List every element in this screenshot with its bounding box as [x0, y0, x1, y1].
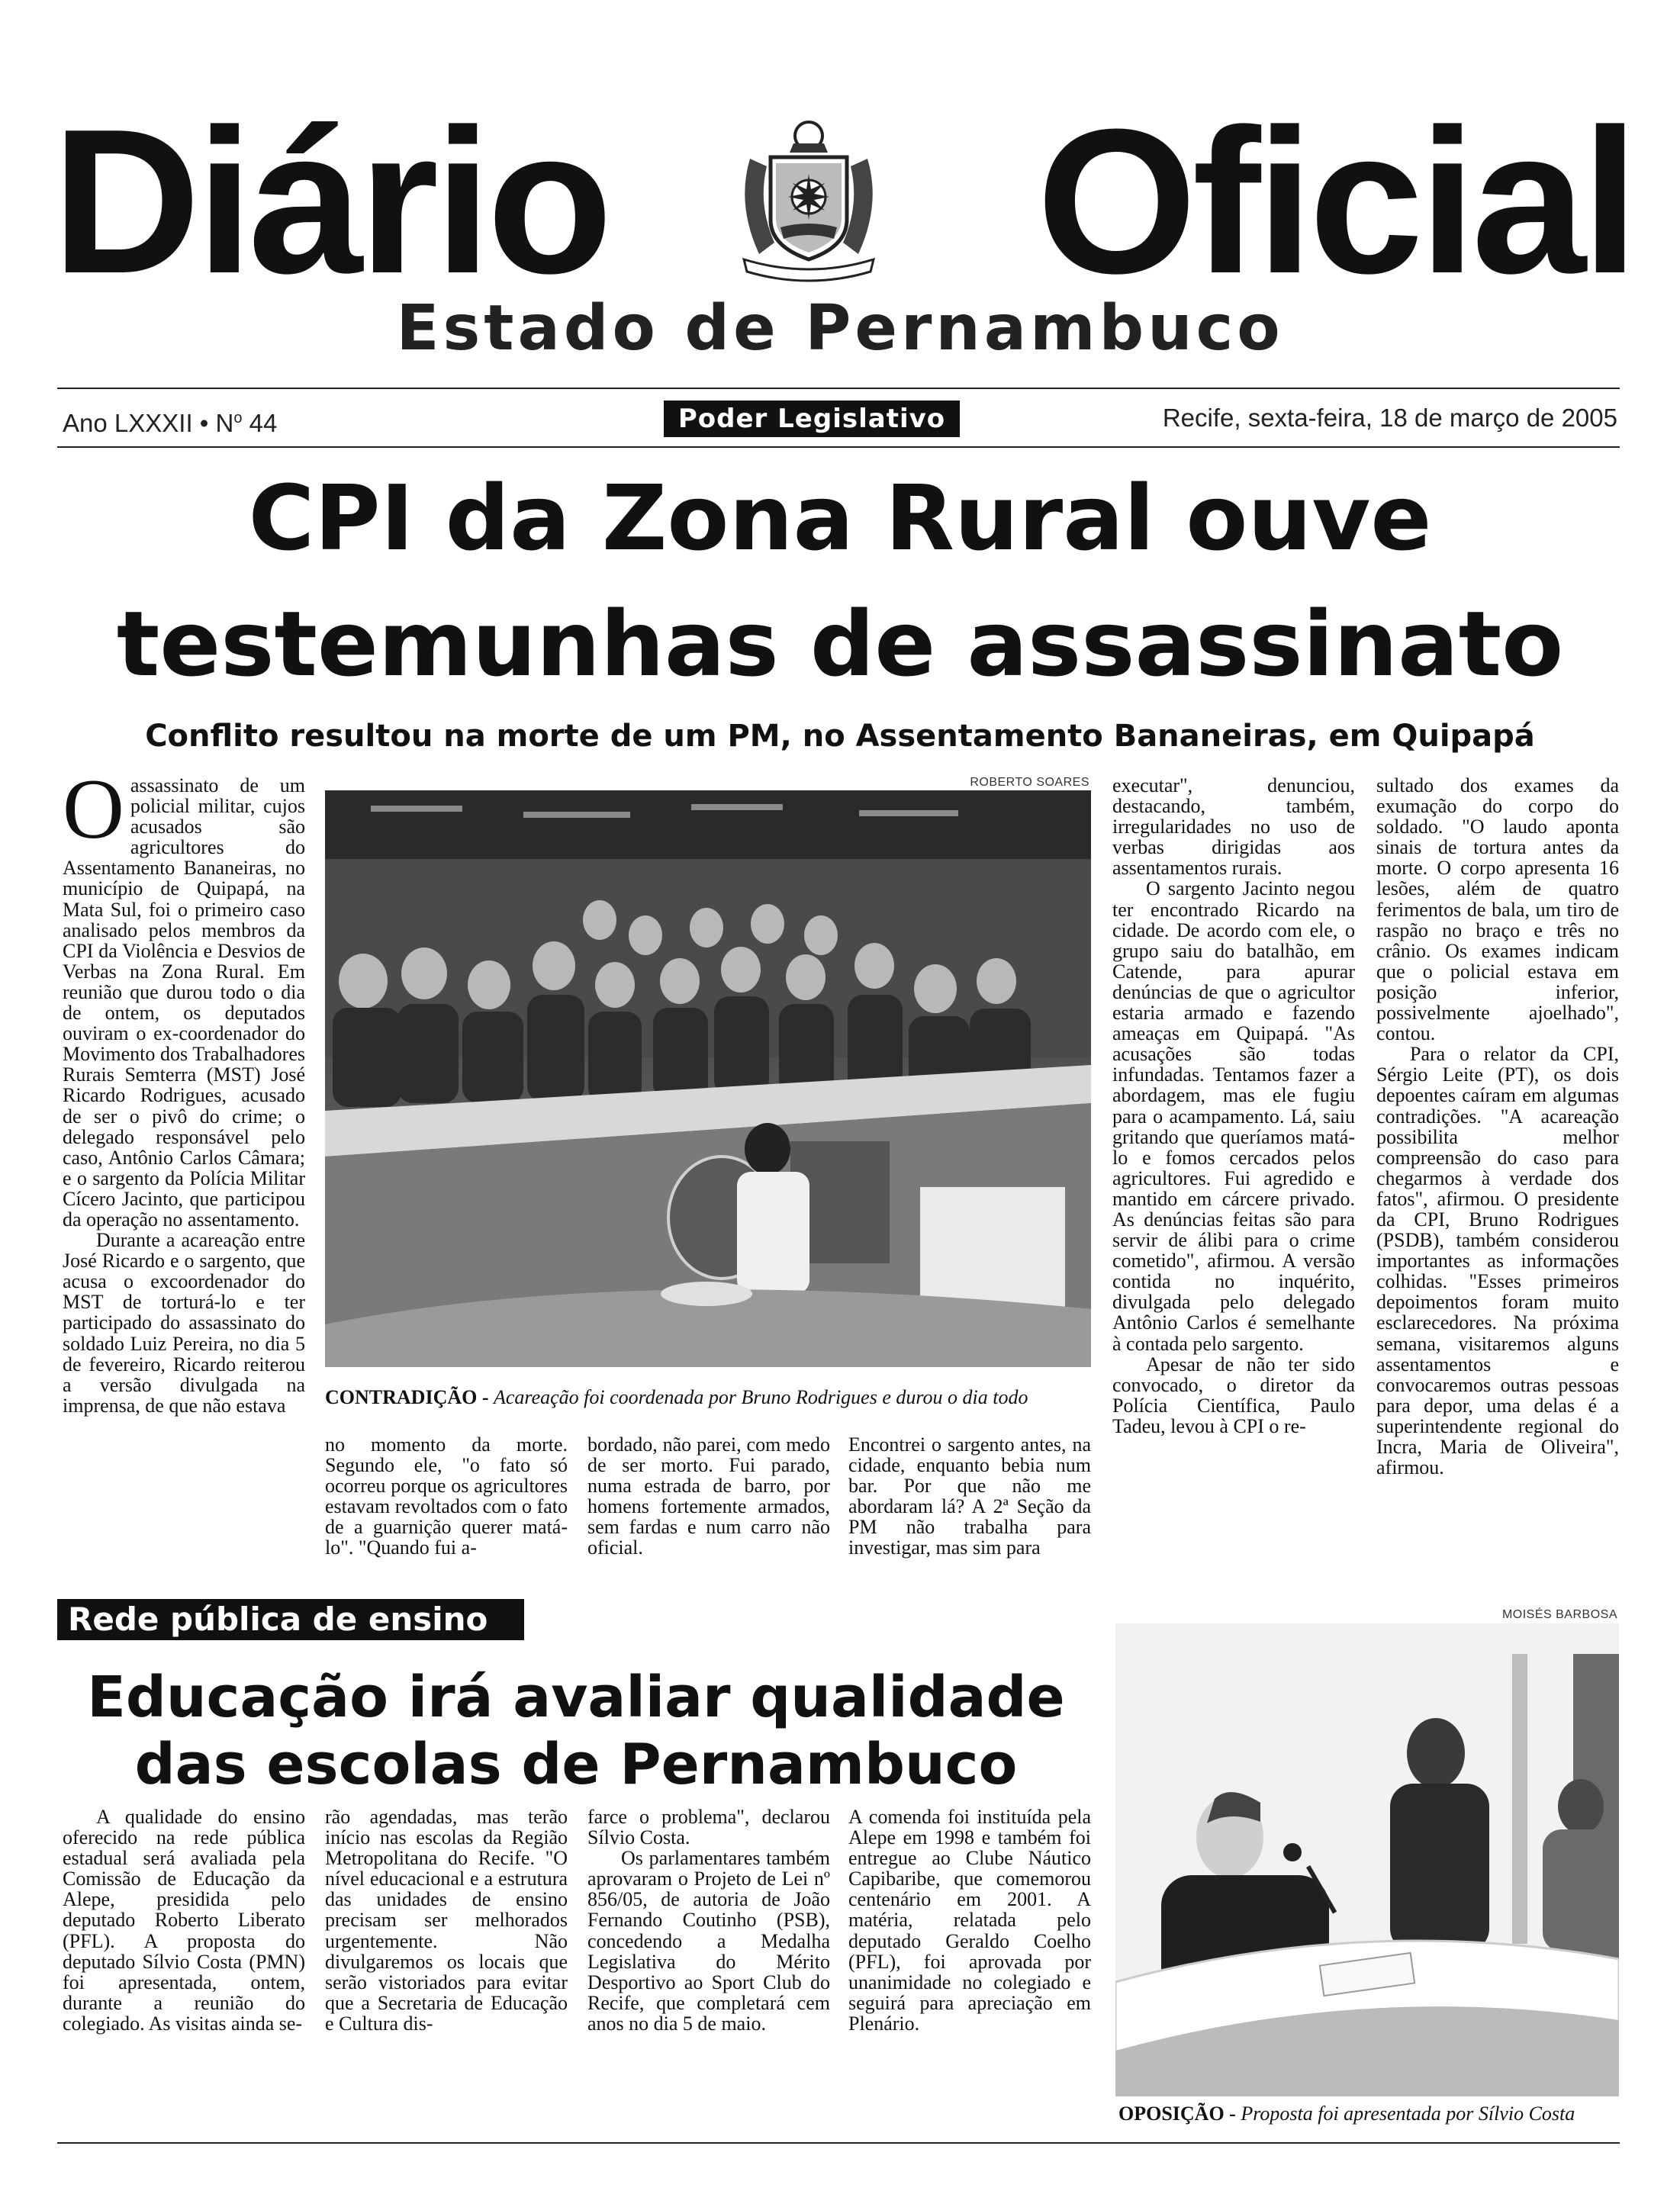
lead-headline-line-2: testemunhas de assassinato [116, 591, 1564, 697]
masthead-title-right: Oficial [1036, 87, 1634, 317]
second-column-1: A qualidade do ensino oferecido na rede pública estadual será avaliada pela Comissão de Educação da Alepe, presidida pelo deputado Roberto Liberato (PFL). A proposta do deputado Sílvio Costa (PMN) foi apresentada, ontem, durante a reunião do colegiado. As visitas ainda se- [63, 1807, 305, 2035]
second-photo [1115, 1623, 1619, 2096]
lead-column-3: bordado, não parei, com medo de ser morto. Fui parado, numa estrada de barro, por homens fortemente armados, sem fardas e num carro não oficial. [587, 1434, 830, 1559]
lead-column-5: executar", denunciou, destacando, também, irregularidades no uso de verbas dirigidas aos assentamentos rurais. O sargento Jacinto negou ter encontrado Ricardo na cidade. De acordo com ele, o grupo saiu do batalhão, em Catende, para apurar denúncias de que o agricultor estaria armado e fazendo ameaças em Quipapá. "As acusações são todas infundadas. Tentamos fazer a abordagem, mas ele fugiu para o acampamento. Lá, saiu gritando que queríamos matá-lo e fomos cercados pelos agricultores. Fui agredido e mantido em cárcere privado. As denúncias feitas são para servir de álibi para o crime cometido", afirmou. A versão contida no inquérito, divulgada pelo delegado Antônio Carlos é semelhante à contada pelo sargento. Apesar de não ter sido convocado, o diretor da Polícia Científica, Paulo Tadeu, levou à CPI o re- [1112, 775, 1355, 1437]
divider [57, 2142, 1620, 2144]
lead-photo [325, 790, 1091, 1367]
lead-column-6: sultado dos exames da exumação do corpo do soldado. "O laudo aponta sinais de tortura antes da morte. O corpo apresenta 16 lesões, além de quatro ferimentos de bala, um tiro de raspão no braço e três no crânio. Os exames indicam que o policial estava em posição inferior, possivelmente ajoelhado", contou. Para o relator da CPI, Sérgio Leite (PT), os dois depoentes caíram em algumas contradições. "A acareação possibilita melhor compreensão do caso para chegarmos à verdade dos fatos", afirmou. O presidente da CPI, Bruno Rodrigues (PSDB), também considerou importantes as informações colhidas. "Esses primeiros depoimentos foram muito esclarecedores. Na próxima semana, visitaremos alguns assentamentos e convocaremos outras pessoas para depor, uma delas é a superintendente regional do Incra, Maria de Oliveira", afirmou. [1376, 775, 1619, 1479]
edition-info: Ano LXXXII • $N^o$ 44 [63, 409, 278, 437]
second-headline-line-1: Educação irá avaliar qualidade [87, 1665, 1065, 1730]
lead-deck: Conflito resultou na morte de um PM, no Assentamento Bananeiras, em Quipapá [145, 719, 1535, 754]
lead-column-1: Oassassinato de um policial militar, cujos acusados são agricultores do Assentamento Bananeiras, no município de Quipapá, na Mata Sul, foi o primeiro caso analisado pelos membros da CPI da Violência e Desvios de Verbas na Zona Rural. Em reunião que durou todo o dia de ontem, os deputados ouviram o ex-coordenador do Movimento dos Trabalhadores Rurais Semterra (MST) José Ricardo Rodrigues, acusado de ser o pivô do crime; o delegado responsável pelo caso, Antônio Carlos Câmara; e o sargento da Polícia Militar Cícero Jacinto, que participou da operação no assentamento. Durante a acareação entre José Ricardo e o sargento, que acusa o excoordenador do MST de torturá-lo e ter participado do assassinato do soldado Luiz Pereira, no dia 5 de fevereiro, Ricardo reiterou a versão divulgada na imprensa, de que não estava [63, 775, 305, 1417]
lead-column-4: Encontrei o sargento antes, na cidade, enquanto bebia num bar. Por que não me abordaram lá? A 2ª Seção da PM não trabalha para investigar, mas sim para [848, 1434, 1091, 1559]
state-coat-of-arms-icon [729, 113, 889, 287]
lead-photo-credit: ROBERTO SOARES [970, 776, 1089, 789]
masthead-subtitle: Estado de Pernambuco [396, 292, 1284, 365]
second-photo-caption: OPOSIÇÃO - Proposta foi apresentada por Sílvio Costa [1118, 2103, 1575, 2125]
divider [57, 388, 1620, 389]
divider [57, 446, 1620, 448]
lead-headline-line-1: CPI da Zona Rural ouve [248, 465, 1432, 571]
lead-column-2: no momento da morte. Segundo ele, "o fato só ocorreu porque os agricultores estavam revoltados com o fato de a guarnição querer matá-lo". "Quando fui a- [325, 1434, 568, 1559]
second-column-3: farce o problema", declarou Sílvio Costa. Os parlamentares também aprovaram o Projeto de Lei nº 856/05, de autoria de João Fernando Coutinho (PSB), concedendo a Medalha Legislativa do Mérito Desportivo ao Sport Club do Recife, que completará cem anos no dia 5 de maio. [587, 1807, 830, 2035]
second-photo-credit: MOISÉS BARBOSA [1501, 1608, 1617, 1621]
drop-cap: O [63, 775, 124, 857]
issue-date: Recife, sexta-feira, 18 de março de 2005 [1162, 404, 1617, 432]
second-column-2: rão agendadas, mas terão início nas escolas da Região Metropolitana do Recife. "O nível educacional e a estrutura das unidades de ensino precisam ser melhorados urgentemente. Não divulgaremos os locais que serão vistoriados para evitar que a Secretaria de Educação e Cultura dis- [325, 1807, 568, 2035]
second-headline-line-2: das escolas de Pernambuco [134, 1732, 1018, 1797]
second-kicker: Rede pública de ensino [57, 1599, 524, 1640]
section-label: Poder Legislativo [664, 401, 960, 437]
masthead-title-left: Diário [52, 87, 609, 317]
lead-photo-caption: CONTRADIÇÃO - Acareação foi coordenada por Bruno Rodrigues e durou o dia todo [325, 1386, 1028, 1408]
second-column-4: A comenda foi instituída pela Alepe em 1998 e também foi entregue ao Clube Náutico Capibaribe, que comemorou centenário em 2001. A matéria, relatada pelo deputado Geraldo Coelho (PFL), foi aprovada por unanimidade no colegiado e seguirá para apreciação em Plenário. [848, 1807, 1091, 2035]
